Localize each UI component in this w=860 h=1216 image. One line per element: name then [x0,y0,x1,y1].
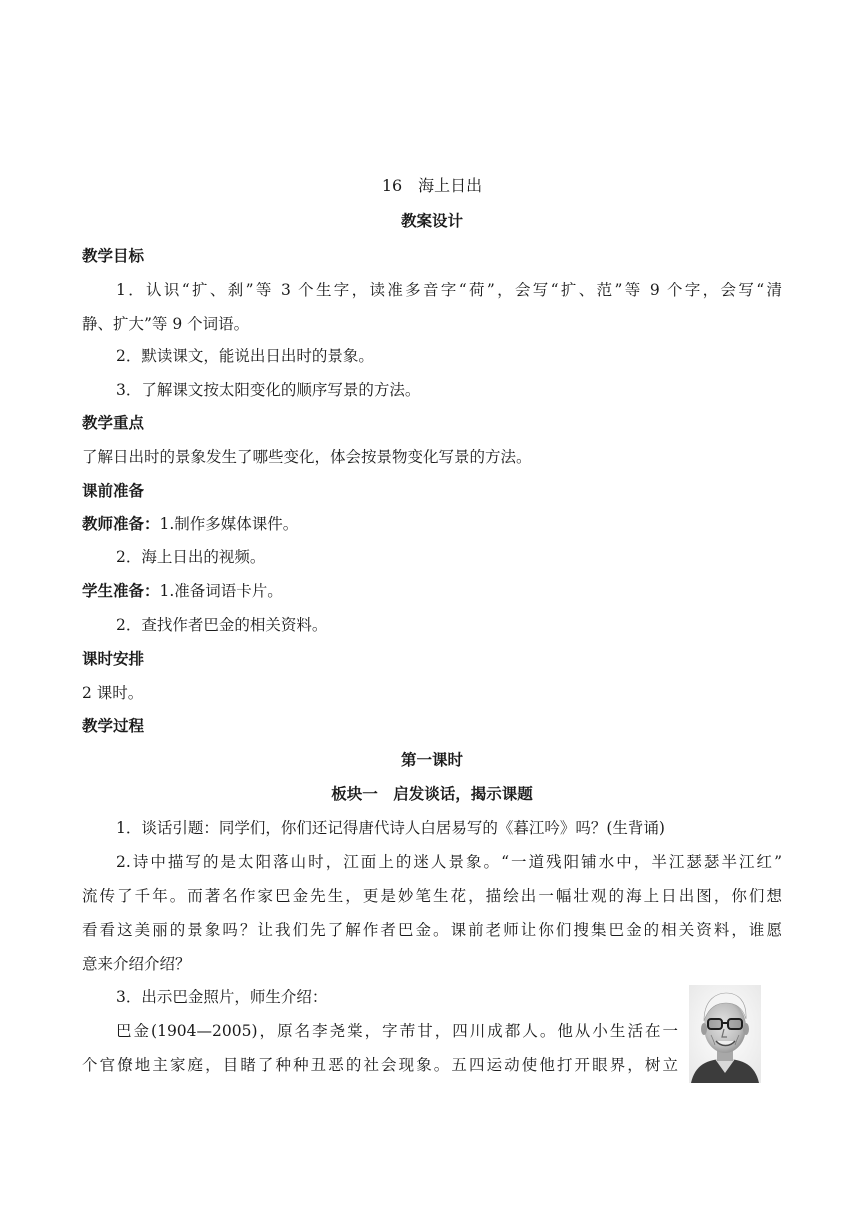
bio-line-2: 个官僚地主家庭，目睹了种种丑恶的社会现象。五四运动使他打开眼界，树立 [82,1056,678,1074]
student-preparation-item-1: 1.准备词语卡片。 [159,582,283,600]
teacher-preparation [82,514,782,534]
step-2-line-3: 看看这美丽的景象吗？让我们先了解作者巴金。课前老师让你们搜集巴金的相关资料，谁愿 [82,921,782,939]
first-lesson-title: 第一课时 [400,751,463,769]
step-1: 1．谈话引题：同学们，你们还记得唐代诗人白居易写的《暮江吟》吗？(生背诵) [116,819,665,837]
teacher-preparation-label: 教师准备： [82,515,160,533]
lesson-title: 16 海上日出 [381,176,483,195]
focus-heading: 教学重点 [82,414,145,432]
student-preparation-item-2: 2．查找作者巴金的相关资料。 [116,616,328,634]
schedule-text: 2 课时。 [82,684,144,702]
teacher-preparation-item-1: 1.制作多媒体课件。 [159,515,299,533]
step-2-line-2: 流传了千年。而著名作家巴金先生，更是妙笔生花，描绘出一幅壮观的海上日出图，你们想 [82,887,782,905]
focus-text: 了解日出时的景象发生了哪些变化，体会按景物变化写景的方法。 [82,448,532,466]
step-2-line-1: 2.诗中描写的是太阳落山时，江面上的迷人景象。“一道残阳铺水中，半江瑟瑟半江红” [116,853,782,871]
teacher-preparation-item-2: 2．海上日出的视频。 [116,548,266,566]
process-heading: 教学过程 [82,717,145,735]
objective-1-line-1: 1．认识“扩、刹”等 3 个生字，读准多音字“荷”，会写“扩、范”等 9 个字，会写“清 [116,281,782,299]
portrait-illustration [689,985,761,1083]
student-preparation [82,581,782,601]
schedule-heading: 课时安排 [82,650,145,668]
preparation-heading: 课前准备 [82,482,145,500]
lesson-subtitle: 教案设计 [400,212,463,230]
step-2-line-4: 意来介绍介绍？ [82,955,191,973]
objective-1-line-2: 静、扩大”等 9 个词语。 [82,315,250,333]
step-3: 3．出示巴金照片，师生介绍： [116,988,328,1006]
bio-line-1: 巴金(1904—2005)，原名李尧棠，字芾甘，四川成都人。他从小生活在一 [116,1022,678,1040]
objective-3: 3．了解课文按太阳变化的顺序写景的方法。 [116,381,421,399]
ba-jin-portrait-photo [689,985,761,1083]
block-one-title: 板块一 启发谈话，揭示课题 [331,785,533,803]
objectives-heading: 教学目标 [82,247,145,265]
objective-2: 2．默读课文，能说出日出时的景象。 [116,347,374,365]
student-preparation-label: 学生准备： [82,582,160,600]
